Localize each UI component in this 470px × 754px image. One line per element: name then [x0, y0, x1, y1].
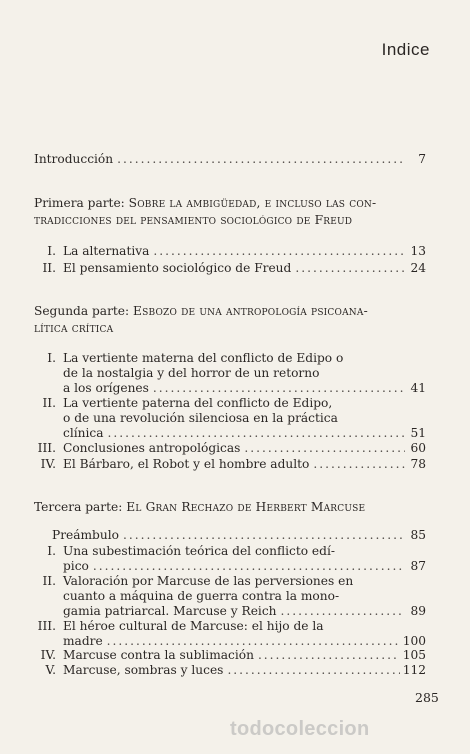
toc-entry	[63, 426, 426, 441]
toc-page-number: 112	[402, 663, 426, 677]
leader-dots	[153, 381, 405, 396]
chapter-number: I.	[47, 244, 56, 258]
toc-entry-text: pico	[63, 559, 89, 573]
toc-entry-text: Marcuse contra la sublimación	[63, 648, 254, 662]
toc-entry-text: Una subestimación teórica del conflicto edí-	[63, 544, 335, 558]
toc-entry-text: Preámbulo	[52, 528, 119, 542]
leader-dots	[258, 648, 400, 663]
toc-entry-text: La alternativa	[63, 244, 150, 258]
chapter-number: III.	[37, 619, 56, 633]
toc-entry-preamble	[52, 528, 426, 543]
chapter-number: II.	[42, 261, 56, 275]
toc-entry	[34, 457, 426, 472]
toc-entry	[34, 244, 426, 259]
toc-entry-text: clínica	[63, 426, 104, 440]
leader-dots	[313, 457, 405, 472]
toc-page-number: 85	[410, 528, 426, 542]
toc-entry-line	[34, 574, 353, 589]
toc-entry	[34, 441, 426, 456]
chapter-number: III.	[37, 441, 56, 455]
toc-entry-line: cuanto a máquina de guerra contra la mono-	[63, 589, 340, 603]
toc-entry	[63, 604, 426, 619]
watermark: todocoleccion	[230, 718, 370, 740]
toc-entry	[63, 559, 426, 574]
page-number: 285	[415, 690, 439, 705]
part-heading-1	[34, 196, 376, 211]
page-title: Indice	[381, 40, 430, 59]
toc-entry-text: La vertiente materna del conflicto de Edipo o	[63, 351, 344, 365]
part-heading-2	[34, 304, 368, 319]
toc-page-number: 24	[410, 261, 426, 275]
toc-page-number: 105	[402, 648, 426, 662]
toc-page-number: 7	[418, 152, 426, 166]
toc-entry-text: Introducción	[34, 152, 114, 166]
toc-entry-text: Valoración por Marcuse de las perversiones en	[63, 574, 354, 588]
leader-dots	[153, 244, 405, 259]
toc-entry-text: La vertiente paterna del conflicto de Edipo,	[63, 396, 333, 410]
part-title: Esbozo de una antropología psicoana-	[133, 304, 368, 318]
toc-entry	[34, 648, 426, 663]
toc-entry-line: o de una revolución silenciosa en la práctica	[63, 411, 338, 425]
toc-entry-line	[34, 544, 335, 559]
part-title: Sobre la ambigüedad, e incluso las con-	[128, 196, 377, 210]
chapter-number: I.	[47, 544, 56, 558]
leader-dots	[93, 559, 405, 574]
leader-dots	[117, 152, 405, 167]
toc-page-number: 41	[410, 381, 426, 395]
toc-entry-line	[34, 396, 332, 411]
toc-page-number: 89	[410, 604, 426, 618]
toc-page-number: 13	[410, 244, 426, 258]
toc-entry-text: madre	[63, 634, 103, 648]
toc-page-number: 60	[410, 441, 426, 455]
part-title-continued: lítica crítica	[34, 321, 114, 335]
leader-dots	[107, 426, 405, 441]
toc-page-number: 87	[410, 559, 426, 573]
toc-entry-introduction	[34, 152, 426, 167]
toc-page-number: 78	[410, 457, 426, 471]
toc-entry	[34, 663, 426, 678]
chapter-number: II.	[42, 574, 56, 588]
toc-entry-text: Conclusiones antropológicas	[63, 441, 241, 455]
leader-dots	[107, 634, 400, 649]
toc-entry-text: gamia patriarcal. Marcuse y Reich	[63, 604, 277, 618]
chapter-number: IV.	[40, 457, 56, 471]
toc-entry	[63, 634, 426, 649]
chapter-number: V.	[45, 663, 56, 677]
leader-dots	[244, 441, 405, 456]
toc-entry-line	[34, 619, 324, 634]
part-label: Primera parte:	[34, 196, 125, 210]
part-heading-3	[34, 500, 365, 515]
chapter-number: II.	[42, 396, 56, 410]
toc-entry-text: a los orígenes	[63, 381, 149, 395]
toc-entry	[34, 261, 426, 276]
chapter-number: I.	[47, 351, 56, 365]
part-title-continued: tradicciones del pensamiento sociológico de Freud	[34, 213, 353, 227]
leader-dots	[295, 261, 405, 276]
toc-entry-text: Marcuse, sombras y luces	[63, 663, 224, 677]
part-title: El Gran Rechazo de Herbert Marcuse	[126, 500, 366, 514]
toc-entry-line: de la nostalgia y del horror de un retorno	[63, 366, 320, 380]
toc-entry-text: El Bárbaro, el Robot y el hombre adulto	[63, 457, 310, 471]
leader-dots	[227, 663, 399, 678]
part-label: Tercera parte:	[34, 500, 123, 514]
toc-entry-text: El héroe cultural de Marcuse: el hijo de la	[63, 619, 324, 633]
toc-page-number: 51	[410, 426, 426, 440]
leader-dots	[281, 604, 406, 619]
toc-entry-text: El pensamiento sociológico de Freud	[63, 261, 292, 275]
toc-entry-line	[34, 351, 343, 366]
leader-dots	[123, 528, 405, 543]
toc-entry	[63, 381, 426, 396]
chapter-number: IV.	[40, 648, 56, 662]
part-label: Segunda parte:	[34, 304, 130, 318]
toc-page-number: 100	[402, 634, 426, 648]
